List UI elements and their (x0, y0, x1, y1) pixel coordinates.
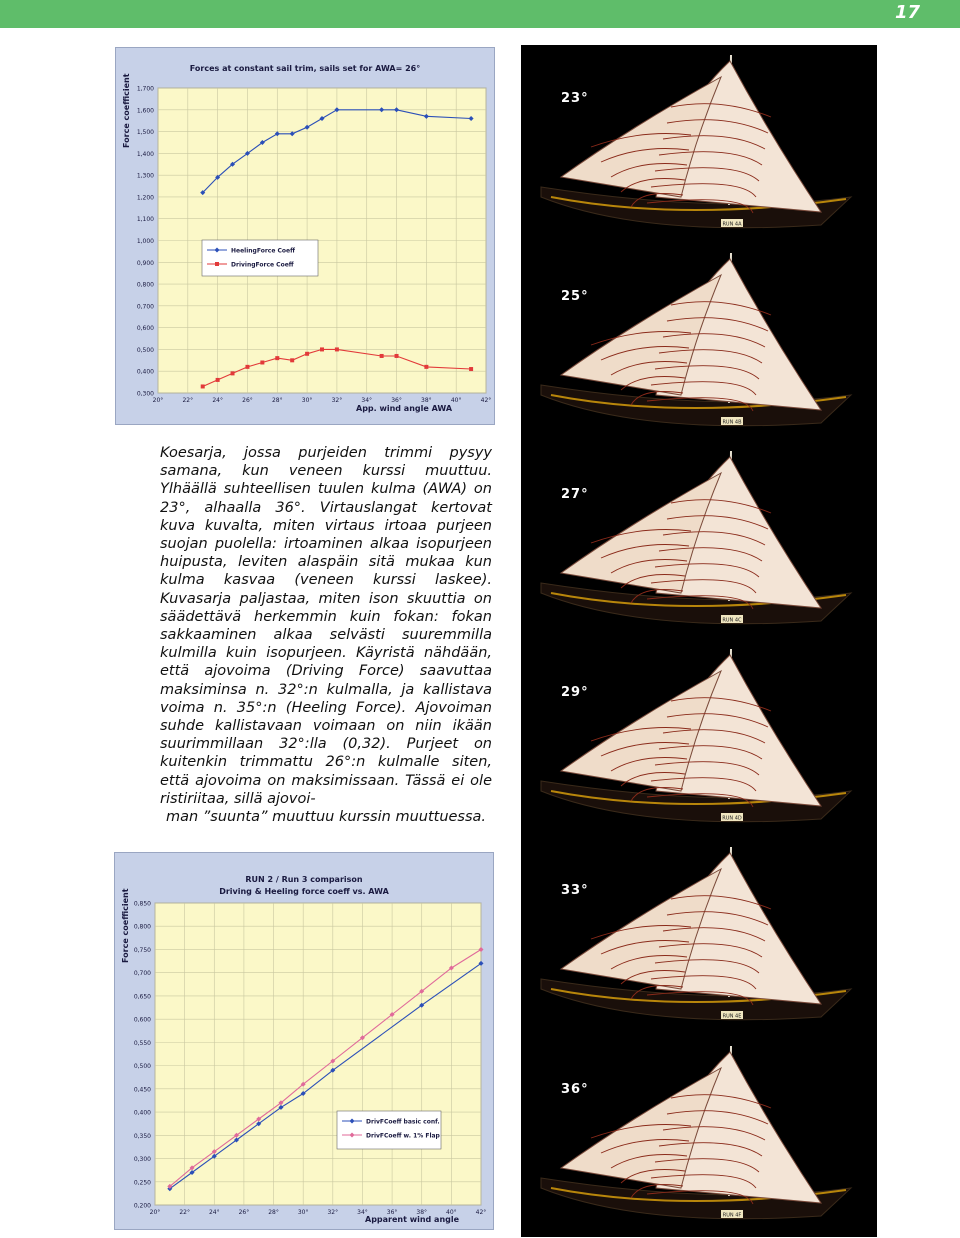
legend-box (337, 1111, 441, 1149)
x-tick-label: 28° (268, 1209, 279, 1216)
x-tick-label: 26° (242, 397, 253, 404)
run-tag-text: RUN 4E (722, 1013, 742, 1020)
header-bar (0, 0, 960, 28)
run-tag-text: RUN 4C (722, 617, 742, 624)
y-axis-label: Force coefficient (122, 73, 131, 148)
sail-photo (521, 839, 877, 1039)
x-tick-label: 20° (149, 1209, 161, 1216)
y-tick-label: 1,700 (136, 85, 154, 93)
x-tick-label: 30° (297, 1209, 309, 1216)
y-tick-label: 0,800 (136, 281, 154, 289)
y-tick-label: 1,500 (136, 129, 154, 137)
y-tick-label: 0,850 (133, 900, 151, 908)
sail-photo (521, 47, 877, 247)
data-point (245, 365, 249, 369)
data-point (424, 365, 428, 369)
x-tick-label: 36° (391, 397, 402, 404)
y-tick-label: 0,300 (136, 390, 154, 398)
chart-comparison-frame (114, 852, 494, 1230)
y-tick-label: 0,200 (133, 1202, 151, 1210)
y-tick-label: 0,350 (133, 1132, 151, 1140)
y-tick-label: 0,600 (136, 325, 154, 333)
x-tick-label: 22° (179, 1209, 190, 1216)
legend-label: DrivFCoeff basic conf. (366, 1118, 440, 1126)
x-tick-label: 20° (152, 397, 164, 404)
x-tick-label: 40° (450, 397, 462, 404)
sail-illustration (521, 47, 877, 247)
x-tick-label: 34° (357, 1209, 368, 1216)
sail-photo (521, 641, 877, 841)
y-tick-label: 1,400 (136, 150, 154, 158)
run-tag-text: RUN 4A (722, 221, 742, 228)
data-point (231, 371, 235, 375)
chart-forces-plot (116, 48, 494, 424)
data-point (201, 384, 205, 388)
chart-title-line-1: RUN 2 / Run 3 comparison (245, 875, 363, 884)
legend-label: HeelingForce Coeff (231, 247, 295, 255)
sail-photo (521, 245, 877, 445)
data-point (380, 354, 384, 358)
y-tick-label: 0,700 (133, 970, 151, 978)
run-tag-text: RUN 4D (722, 815, 742, 822)
sail-illustration (521, 641, 877, 841)
caption-last-line: man ”suunta” muuttuu kurssin muuttuessa. (165, 809, 487, 826)
chart-title: Forces at constant sail trim, sails set for AWA= 26° (189, 64, 421, 73)
data-point (305, 352, 309, 356)
x-tick-label: 42° (475, 1209, 487, 1216)
sail-photo-strip (521, 45, 877, 1237)
x-tick-label: 22° (182, 397, 194, 404)
x-tick-label: 42° (480, 397, 492, 404)
y-tick-label: 0,900 (136, 259, 154, 267)
y-axis-label: Force coefficient (121, 888, 130, 963)
sail-illustration (521, 443, 877, 643)
awa-angle-label: 23° (561, 91, 589, 106)
x-tick-label: 34° (361, 397, 373, 404)
chart-title-line-2: Driving & Heeling force coeff vs. AWA (219, 887, 389, 896)
page-number: 17 (894, 2, 920, 23)
sail-photo (521, 1038, 877, 1237)
y-tick-label: 0,600 (133, 1016, 151, 1024)
y-tick-label: 1,100 (136, 216, 154, 224)
y-tick-label: 1,600 (136, 107, 154, 115)
y-tick-label: 1,200 (136, 194, 154, 202)
x-tick-label: 38° (416, 1209, 428, 1216)
y-tick-label: 0,650 (133, 993, 151, 1001)
awa-angle-label: 25° (561, 289, 589, 304)
y-tick-label: 0,500 (136, 346, 154, 354)
x-tick-label: 40° (446, 1209, 457, 1216)
data-point (395, 354, 399, 358)
data-point (275, 356, 279, 360)
sail-illustration (521, 245, 877, 445)
y-tick-label: 1,000 (136, 238, 154, 245)
caption-body: Koesarja, jossa purjeiden trimmi pysyy samana, kun veneen kurssi muuttuu. Ylhäällä suhteellisen tuulen kulma (AWA) on 23°, alhaalla 36°. Virtauslangat kertovat kuva kuvalta, miten virtaus irtoaa purjeen suojan puolella: irtoaminen alkaa isopurjeen huipusta, leviten alaspäin sitä mukaa kun kulma kasvaa (veneen kurssi laskee). Kuvasarja paljastaa, miten ison skuuttia on säädettävä herkemmin kuin fokan: fokan sakkaaminen alkaa selvästi suuremmilla kulmilla kuin isopurjeen. Käyristä nähdään, että ajovoima (Driving Force) saavuttaa maksiminsa n. 32°:n kulmalla, ja kallistava voima n. 35°:n (Heeling Force). Ajovoiman suhde kallistavaan voimaan on niin ikään suurimmillaan 32°:lla (0,32). Purjeet on kuitenkin trimmattu 26°:n kulmalle siten, että ajovoima on maksimissaan. Tässä ei ole ristiriitaa, sillä ajovoi- (160, 445, 492, 807)
data-point (290, 358, 294, 362)
awa-angle-label: 36° (561, 1082, 589, 1097)
chart-comparison-plot (115, 853, 493, 1229)
y-tick-label: 0,800 (133, 923, 151, 931)
data-point (469, 367, 473, 371)
awa-angle-label: 27° (561, 487, 589, 502)
sail-illustration (521, 839, 877, 1039)
sail-photo (521, 443, 877, 643)
legend-marker (215, 262, 219, 266)
data-point (216, 378, 220, 382)
run-tag-text: RUN 4F (722, 1212, 742, 1219)
sail-illustration (521, 1038, 877, 1237)
y-tick-label: 0,300 (133, 1156, 151, 1164)
x-tick-label: 24° (212, 397, 223, 404)
x-tick-label: 24° (208, 1209, 220, 1216)
x-axis-label: App. wind angle AWA (356, 404, 453, 413)
run-tag-text: RUN 4B (722, 419, 742, 426)
data-point (260, 361, 264, 365)
x-tick-label: 30° (301, 397, 313, 404)
y-tick-label: 0,250 (133, 1179, 151, 1187)
data-point (320, 347, 324, 351)
x-tick-label: 32° (327, 1209, 339, 1216)
legend-label: DrivFCoeff w. 1% Flap (366, 1132, 440, 1140)
y-tick-label: 0,750 (133, 946, 151, 954)
x-tick-label: 32° (331, 397, 343, 404)
y-tick-label: 0,450 (133, 1086, 151, 1094)
x-tick-label: 38° (421, 397, 432, 404)
legend-label: DrivingForce Coeff (231, 261, 294, 269)
y-tick-label: 0,400 (133, 1109, 151, 1117)
y-tick-label: 1,300 (136, 172, 154, 180)
y-tick-label: 0,550 (133, 1039, 151, 1047)
y-tick-label: 0,700 (136, 303, 154, 311)
data-point (335, 347, 339, 351)
awa-angle-label: 29° (561, 685, 589, 700)
x-tick-label: 28° (271, 397, 283, 404)
legend-box (202, 240, 318, 276)
chart-forces-frame (115, 47, 495, 425)
figure-caption (160, 444, 492, 826)
y-tick-label: 0,400 (136, 368, 154, 376)
x-tick-label: 26° (238, 1209, 250, 1216)
x-axis-label: Apparent wind angle (365, 1215, 460, 1224)
awa-angle-label: 33° (561, 883, 589, 898)
x-tick-label: 36° (386, 1209, 398, 1216)
y-tick-label: 0,500 (133, 1063, 151, 1071)
